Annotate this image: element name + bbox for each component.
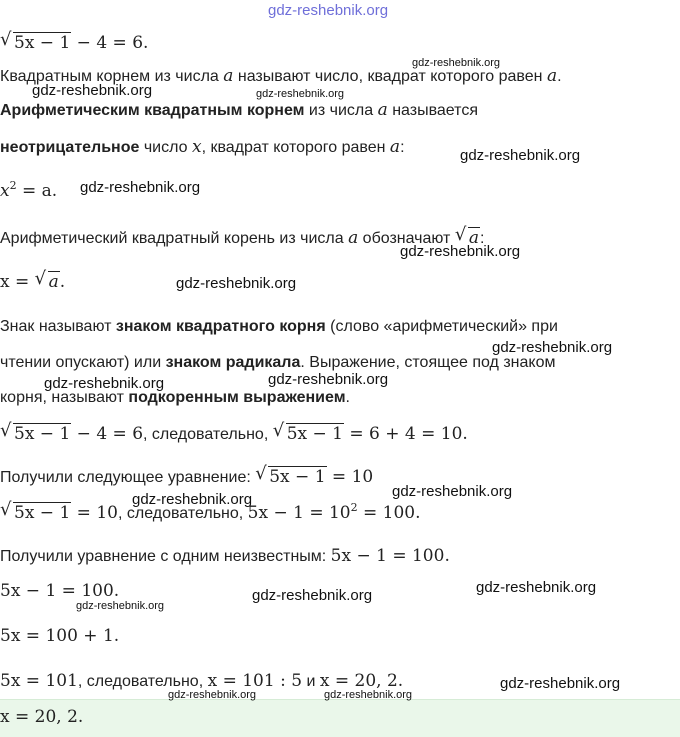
watermark-top: gdz-reshebnik.org (268, 2, 389, 19)
sqrt-expression: √ 5x − 1 (0, 29, 71, 53)
watermark: gdz-reshebnik.org (176, 275, 297, 292)
answer-box (0, 699, 680, 737)
watermark: gdz-reshebnik.org (256, 88, 345, 100)
watermark: gdz-reshebnik.org (492, 339, 613, 356)
equation-line-17: 5x = 101, следовательно, x = 101 : 5 и x = 20, 2. (0, 671, 404, 691)
watermark: gdz-reshebnik.org (476, 579, 597, 596)
watermark: gdz-reshebnik.org (80, 179, 201, 196)
radicand-line: корня, называют подкоренным выражением. (0, 389, 350, 406)
equation-line-15: 5x − 1 = 100. (0, 581, 120, 601)
radical-sign-line: Знак называют знаком квадратного корня (слово «арифметический» при (0, 318, 558, 335)
equation-x-sqrt-a: x = √ a. (0, 268, 66, 292)
watermark: gdz-reshebnik.org (460, 147, 581, 164)
watermark: gdz-reshebnik.org (268, 371, 389, 388)
watermark: gdz-reshebnik.org (400, 243, 521, 260)
watermark: gdz-reshebnik.org (44, 375, 165, 392)
notation-line: Арифметический квадратный корень из числа a обозначают √ a: (0, 224, 485, 248)
watermark: gdz-reshebnik.org (324, 689, 413, 701)
watermark: gdz-reshebnik.org (32, 82, 153, 99)
watermark: gdz-reshebnik.org (168, 689, 257, 701)
watermark: gdz-reshebnik.org (412, 57, 501, 69)
arithmetic-root-definition-cont: неотрицательное число x, квадрат которого равен a: (0, 137, 405, 157)
equation-line-16: 5x = 100 + 1. (0, 626, 120, 646)
equation-line-11: √ 5x − 1 − 4 = 6, следовательно, √ 5x − 1 = 6 + 4 = 10. (0, 420, 468, 444)
definition-line: Квадратным корнем из числа a называют число, квадрат которого равен a. (0, 66, 562, 86)
watermark: gdz-reshebnik.org (392, 483, 513, 500)
watermark: gdz-reshebnik.org (252, 587, 373, 604)
equation-line-13: √ 5x − 1 = 10, следовательно, $5x - 1 = 10^2 = 100$. (0, 499, 421, 523)
watermark: gdz-reshebnik.org (76, 600, 165, 612)
single-unknown-line: Получили уравнение с одним неизвестным: 5x − 1 = 100. (0, 546, 450, 566)
watermark: gdz-reshebnik.org (500, 675, 621, 692)
answer-text: x = 20, 2. (0, 707, 84, 727)
watermark: gdz-reshebnik.org (132, 491, 253, 508)
equation-line-1: √ 5x − 1 − 4 = 6. (0, 29, 149, 53)
arithmetic-root-definition: Арифметическим квадратным корнем из числа a называется (0, 100, 478, 120)
radical-sign-line-2: чтении опускают) или знаком радикала. Выражение, стоящее под знаком (0, 354, 556, 371)
obtained-equation-line: Получили следующее уравнение: √ 5x − 1 = 10 (0, 463, 374, 487)
equation-x-squared: $x^2 = a$. (0, 179, 58, 201)
